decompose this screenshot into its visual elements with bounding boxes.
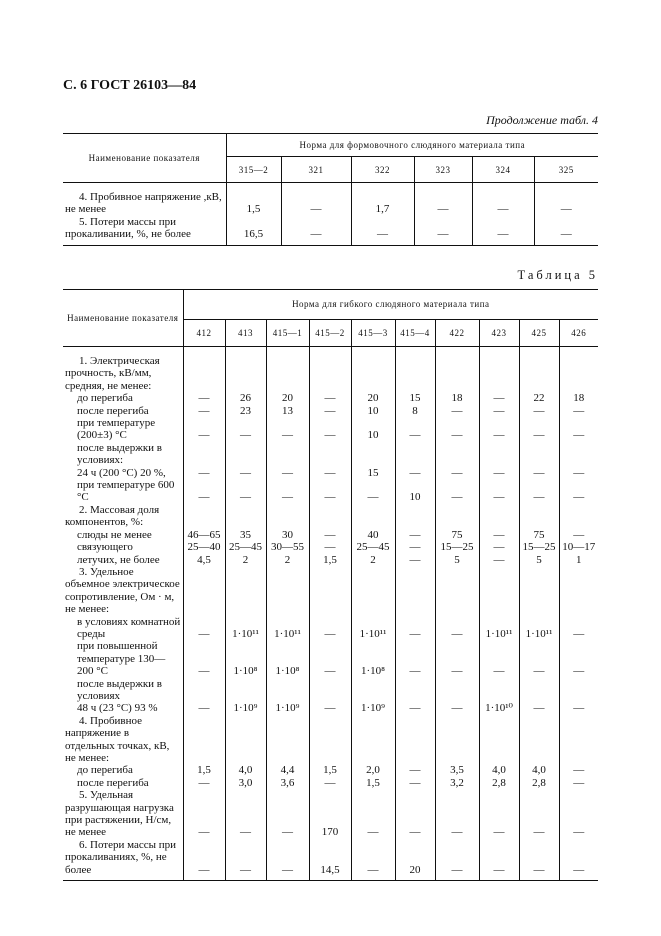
table-cell: —	[395, 777, 435, 789]
table-row	[63, 467, 598, 479]
table-cell: 40	[351, 529, 395, 541]
table-cell: —	[573, 665, 585, 678]
table-cell	[395, 347, 435, 393]
table4-column-header: 324	[472, 157, 534, 183]
table-cell: 15	[351, 467, 395, 479]
table5-caption: Таблица 5	[517, 268, 598, 282]
table-cell: —	[183, 479, 225, 504]
table-cell: —	[435, 467, 479, 479]
table-cell: —	[183, 702, 225, 714]
table-cell: 4,0	[479, 764, 519, 776]
table-cell	[519, 678, 559, 703]
table-cell	[183, 504, 225, 529]
table-cell	[225, 715, 266, 765]
row-label: летучих, не более	[63, 554, 183, 566]
table-cell: —	[573, 491, 585, 504]
table-row	[63, 616, 598, 641]
table5-column-header: 415—2	[309, 319, 351, 346]
table-cell: 30	[266, 529, 309, 541]
table-cell	[266, 347, 309, 393]
table-cell	[395, 678, 435, 703]
row-label: слюды не менее	[63, 529, 183, 541]
table-cell: —	[266, 417, 309, 442]
table-cell: —	[309, 702, 351, 714]
table-cell: 3,5	[435, 764, 479, 776]
table-row	[63, 347, 598, 393]
table-cell: 18	[435, 392, 479, 404]
table-cell: 18	[573, 392, 585, 405]
table-cell	[559, 504, 598, 529]
table-cell: —	[395, 789, 435, 839]
table-cell	[309, 347, 351, 393]
table-cell: 1·10⁹	[266, 702, 309, 714]
table-cell: 46—65	[183, 529, 225, 541]
table-cell: —	[395, 616, 435, 641]
table-cell	[395, 442, 435, 467]
table-cell: —	[183, 777, 225, 789]
table-cell: —	[519, 789, 559, 839]
table-cell: —	[183, 616, 225, 641]
table-cell	[479, 442, 519, 467]
table-cell: —	[395, 702, 435, 714]
table-cell: 23	[225, 405, 266, 417]
table-cell	[351, 442, 395, 467]
table-row	[63, 529, 598, 541]
table-cell: 25—40	[183, 541, 225, 553]
table-row	[63, 183, 598, 216]
table-cell: 1·10¹¹	[479, 616, 519, 641]
table-cell: —	[519, 417, 559, 442]
table-cell: 16,5	[226, 216, 281, 245]
table-cell: —	[309, 640, 351, 677]
table-cell	[519, 347, 559, 393]
table-cell: —	[435, 702, 479, 714]
row-label: 5. Потери массы при прокаливании, %, не более	[63, 216, 226, 245]
table-cell	[519, 442, 559, 467]
table-cell	[479, 715, 519, 765]
table-cell	[435, 678, 479, 703]
table-row	[63, 479, 598, 504]
table-row	[63, 541, 598, 553]
table4-column-header: 322	[351, 157, 414, 183]
table-row	[63, 504, 598, 529]
table-cell: —	[395, 529, 435, 541]
table-cell	[395, 566, 435, 616]
row-label: связующего	[63, 541, 183, 553]
table-cell: —	[479, 839, 519, 881]
table-cell: 25—45	[351, 541, 395, 553]
table-cell: —	[266, 839, 309, 881]
table-cell	[435, 504, 479, 529]
table-cell: —	[309, 392, 351, 404]
table-cell	[435, 715, 479, 765]
table5-column-header: 413	[225, 319, 266, 346]
row-label: при повышенной температуре 130—200 °С	[63, 640, 183, 677]
table-cell: —	[479, 541, 519, 553]
table-cell	[266, 504, 309, 529]
table-cell: —	[281, 216, 351, 245]
table-cell: —	[435, 789, 479, 839]
table-cell: 1·10¹¹	[351, 616, 395, 641]
table-cell: 3,0	[225, 777, 266, 789]
table-cell: —	[183, 839, 225, 881]
table-cell: 170	[309, 789, 351, 839]
table-cell: 3,6	[266, 777, 309, 789]
table-4	[63, 133, 598, 246]
table-cell: 20	[395, 839, 435, 881]
table-cell: —	[519, 467, 559, 479]
table-cell: —	[519, 479, 559, 504]
table-cell: —	[519, 839, 559, 881]
table-cell: —	[395, 554, 435, 566]
table-cell	[309, 715, 351, 765]
row-label: 2. Массовая доля компонентов, %:	[63, 504, 183, 529]
table-cell: 1,5	[351, 777, 395, 789]
table-cell: —	[435, 405, 479, 417]
table-cell: 2,8	[519, 777, 559, 789]
table-cell: —	[309, 467, 351, 479]
table-cell	[559, 678, 598, 703]
table-cell: —	[472, 183, 534, 216]
table5-column-header: 422	[435, 319, 479, 346]
table-row	[63, 417, 598, 442]
table-cell: —	[309, 417, 351, 442]
table-cell: —	[560, 203, 572, 216]
table-cell: 13	[266, 405, 309, 417]
row-label: при температуре 600 °С	[63, 479, 183, 504]
table-cell: —	[309, 541, 351, 553]
table-cell: —	[435, 640, 479, 677]
table5-column-header: 425	[519, 319, 559, 346]
row-label: 48 ч (23 °С) 93 %	[63, 702, 183, 714]
table-cell: 1,5	[309, 764, 351, 776]
table-cell: 1·10¹¹	[225, 616, 266, 641]
table4-column-header: 325	[534, 157, 598, 183]
table-cell: 2,8	[479, 777, 519, 789]
table-cell: 26	[225, 392, 266, 404]
table5-column-header: 412	[183, 319, 225, 346]
table-cell: —	[225, 839, 266, 881]
table-cell: —	[435, 479, 479, 504]
table-cell: —	[309, 777, 351, 789]
row-label: после перегиба	[63, 405, 183, 417]
table-cell	[351, 566, 395, 616]
table5-column-header: 415—1	[266, 319, 309, 346]
table-cell: 1·10⁸	[266, 640, 309, 677]
table-cell	[351, 678, 395, 703]
table-cell: —	[281, 183, 351, 216]
table-cell: 10—17	[562, 541, 596, 554]
table-row	[63, 789, 598, 839]
table-cell: 25—45	[225, 541, 266, 553]
table-cell	[519, 566, 559, 616]
row-label: 6. Потери массы при прокаливаниях, %, не более	[63, 839, 183, 881]
row-label: 3. Удельное объемное электрическое сопротивление, Ом · м, не менее:	[63, 566, 183, 616]
table-row	[63, 678, 598, 703]
table-cell	[309, 442, 351, 467]
table-cell: —	[573, 776, 585, 789]
table-row	[63, 715, 598, 765]
table-cell	[479, 504, 519, 529]
table-row	[63, 702, 598, 714]
table-cell: —	[225, 479, 266, 504]
table-cell: —	[479, 467, 519, 479]
table-cell: —	[395, 764, 435, 776]
table-cell: —	[519, 640, 559, 677]
table-cell: 1,5	[183, 764, 225, 776]
table-cell: —	[266, 479, 309, 504]
table4-column-header: 323	[414, 157, 472, 183]
table-cell: 15—25	[519, 541, 559, 553]
table-row	[63, 764, 598, 776]
table-cell	[183, 678, 225, 703]
table-cell: —	[309, 616, 351, 641]
table5-column-header: 415—3	[351, 319, 395, 346]
table-cell: 15—25	[435, 541, 479, 553]
table-row	[63, 216, 598, 245]
table-cell: —	[183, 789, 225, 839]
table-cell: —	[183, 392, 225, 404]
table-cell: 75	[435, 529, 479, 541]
table-cell: 1·10¹¹	[266, 616, 309, 641]
table-cell: —	[414, 183, 472, 216]
table-cell: —	[309, 529, 351, 541]
table-cell	[559, 566, 598, 616]
table-cell: 10	[395, 479, 435, 504]
table-cell: 5	[519, 554, 559, 566]
table-cell: 10	[351, 405, 395, 417]
table5-column-header: 415—4	[395, 319, 435, 346]
page-header: С. 6 ГОСТ 26103—84	[63, 78, 197, 93]
table-cell: 5	[435, 554, 479, 566]
row-label: 4. Пробивное напряжение ,кВ, не менее	[63, 183, 226, 216]
table-cell: 1	[576, 553, 582, 566]
table-cell	[435, 566, 479, 616]
table-cell: 4,0	[225, 764, 266, 776]
table-cell: —	[183, 467, 225, 479]
table-cell	[351, 715, 395, 765]
row-label: 5. Удельная разрушающая нагрузка при растяжении, Н/см, не менее	[63, 789, 183, 839]
table-cell: 1,5	[226, 183, 281, 216]
table-cell	[183, 442, 225, 467]
table-cell: 8	[395, 405, 435, 417]
table-cell	[225, 678, 266, 703]
table-cell: —	[559, 839, 598, 881]
table-cell: —	[479, 554, 519, 566]
table-cell: —	[183, 417, 225, 442]
row-label: после выдержки в условиях	[63, 678, 183, 703]
table-cell: —	[225, 417, 266, 442]
table-cell: —	[479, 405, 519, 417]
table-cell: —	[573, 702, 585, 715]
table-cell	[266, 442, 309, 467]
table-cell: —	[573, 528, 585, 541]
table-cell: —	[479, 417, 519, 442]
table-cell	[435, 442, 479, 467]
table-cell	[351, 504, 395, 529]
table-cell: 2	[225, 554, 266, 566]
table-cell: 20	[266, 392, 309, 404]
table-cell: 15	[395, 392, 435, 404]
table-cell: 35	[225, 529, 266, 541]
table-cell	[183, 715, 225, 765]
table-cell	[183, 347, 225, 393]
table-cell	[309, 678, 351, 703]
table5-header-name: Наименование показателя	[63, 290, 183, 347]
table5-header-group: Норма для гибкого слюдяного материала типа	[183, 290, 598, 320]
table-cell: —	[519, 702, 559, 714]
table-cell	[395, 504, 435, 529]
table-row	[63, 405, 598, 417]
table-cell: —	[479, 640, 519, 677]
table-cell: —	[351, 839, 395, 881]
table-cell: —	[472, 216, 534, 245]
table-cell	[435, 347, 479, 393]
table-cell: —	[395, 640, 435, 677]
table-cell: 75	[519, 529, 559, 541]
table-cell: —	[479, 392, 519, 404]
table-cell: 2	[266, 554, 309, 566]
table5-column-header: 423	[479, 319, 519, 346]
row-label: 1. Электрическая прочность, кВ/мм, средняя, не менее:	[63, 347, 183, 393]
table-row	[63, 640, 598, 677]
table-cell	[479, 347, 519, 393]
table-cell: 1,5	[309, 554, 351, 566]
table-cell: —	[309, 405, 351, 417]
row-label: до перегиба	[63, 392, 183, 404]
table-cell	[225, 504, 266, 529]
table-cell: —	[435, 616, 479, 641]
table-cell: —	[183, 640, 225, 677]
table-cell	[183, 566, 225, 616]
table-cell: 30—55	[266, 541, 309, 553]
table5-column-header: 426	[559, 319, 598, 346]
row-label: после выдержки в условиях:	[63, 442, 183, 467]
table4-column-header: 315—2	[226, 157, 281, 183]
table-cell: —	[395, 467, 435, 479]
table-cell	[309, 504, 351, 529]
table-cell: 1·10⁸	[225, 640, 266, 677]
table-cell: 1·10¹¹	[519, 616, 559, 641]
table-row	[63, 392, 598, 404]
table-cell: —	[395, 541, 435, 553]
table-cell: 4,4	[266, 764, 309, 776]
table-cell: —	[266, 789, 309, 839]
table-cell: —	[225, 467, 266, 479]
row-label: при температуре (200±3) °С	[63, 417, 183, 442]
row-label: до перегиба	[63, 764, 183, 776]
table-cell: —	[266, 467, 309, 479]
table-cell	[266, 566, 309, 616]
table-cell: 2,0	[351, 764, 395, 776]
table-cell	[266, 678, 309, 703]
table-cell: 10	[351, 417, 395, 442]
table-cell: —	[573, 404, 585, 417]
table-row	[63, 554, 598, 566]
table-cell: 3,2	[435, 777, 479, 789]
table-cell	[479, 678, 519, 703]
table-cell	[266, 715, 309, 765]
table-cell: 14,5	[309, 839, 351, 881]
table-cell: —	[534, 216, 598, 245]
table-cell: 2	[351, 554, 395, 566]
table-cell: —	[479, 479, 519, 504]
table-cell	[559, 347, 598, 393]
table-cell: 20	[351, 392, 395, 404]
table-row	[63, 442, 598, 467]
table-cell: —	[225, 789, 266, 839]
table-cell: 1·10⁹	[351, 702, 395, 714]
table-cell	[559, 442, 598, 467]
table4-column-header: 321	[281, 157, 351, 183]
table-cell	[309, 566, 351, 616]
table-cell: —	[435, 417, 479, 442]
table-cell: —	[309, 479, 351, 504]
table-cell: 1,7	[351, 183, 414, 216]
table-cell: —	[519, 405, 559, 417]
table-cell: —	[573, 627, 585, 640]
table-5	[63, 289, 598, 881]
table-cell: 1·10⁹	[225, 702, 266, 714]
table4-continuation-caption: Продолжение табл. 4	[486, 113, 598, 127]
table-row	[63, 566, 598, 616]
table-cell: —	[351, 479, 395, 504]
table-cell: 4,0	[519, 764, 559, 776]
table-cell: 1·10⁸	[351, 640, 395, 677]
row-label: 24 ч (200 °С) 20 %,	[63, 467, 183, 479]
table-cell: —	[479, 529, 519, 541]
table-cell	[225, 347, 266, 393]
row-label: в условиях комнатной среды	[63, 616, 183, 641]
table-cell: —	[479, 789, 519, 839]
table-cell	[225, 566, 266, 616]
table-cell	[479, 566, 519, 616]
table-cell: —	[435, 839, 479, 881]
table-cell: 1·10¹⁰	[479, 702, 519, 714]
table-cell: —	[414, 216, 472, 245]
table-cell: —	[573, 429, 585, 442]
table-cell	[519, 504, 559, 529]
row-label: 4. Пробивное напряжение в отдельных точках, кВ, не менее:	[63, 715, 183, 765]
table-cell: —	[573, 826, 585, 839]
table-cell: 22	[519, 392, 559, 404]
table-cell: —	[573, 466, 585, 479]
table-cell	[395, 715, 435, 765]
table-cell: —	[395, 417, 435, 442]
table-cell	[559, 715, 598, 765]
table-cell	[225, 442, 266, 467]
table-cell	[519, 715, 559, 765]
table-cell: —	[573, 764, 585, 777]
table-cell: —	[183, 405, 225, 417]
table-row	[63, 777, 598, 789]
table-cell: 4,5	[183, 554, 225, 566]
table-cell	[351, 347, 395, 393]
row-label: после перегиба	[63, 777, 183, 789]
table4-header-group: Норма для формовочного слюдяного материала типа	[226, 134, 598, 157]
table-row	[63, 839, 598, 881]
table-cell: —	[351, 216, 414, 245]
table4-header-name: Наименование показателя	[63, 134, 226, 183]
table-cell: —	[351, 789, 395, 839]
